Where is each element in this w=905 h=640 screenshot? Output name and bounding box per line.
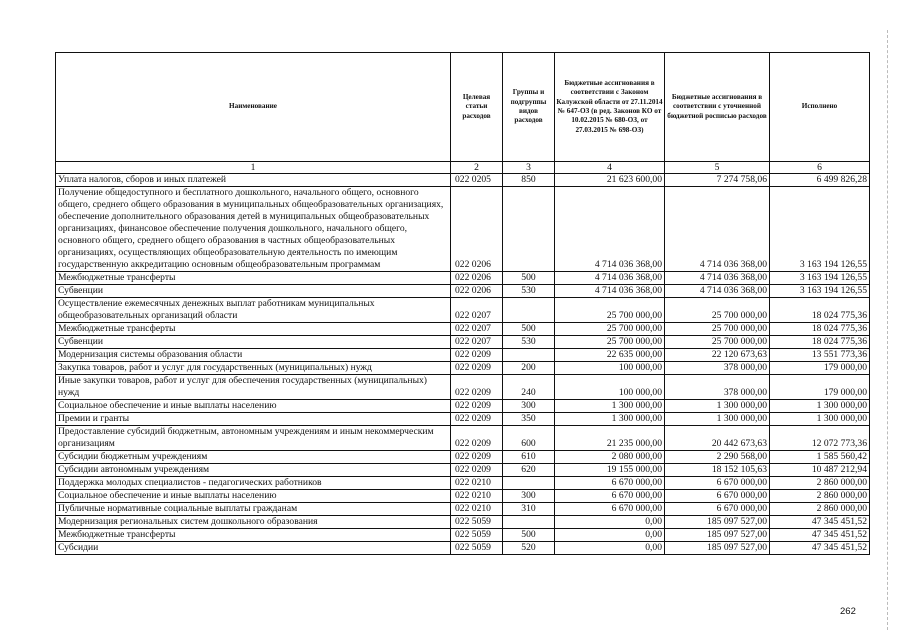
budget-law-value-cell: 6 670 000,00 (555, 503, 665, 516)
column-number: 3 (503, 162, 555, 174)
budget-law-value-cell: 0,00 (555, 542, 665, 555)
row-name-cell: Осуществление ежемесячных денежных выплат работникам муниципальных общеобразовательных организаций области (56, 298, 451, 323)
budget-refined-value-cell: 1 300 000,00 (665, 400, 770, 413)
expense-group-cell: 620 (503, 464, 555, 477)
budget-law-value-cell: 19 155 000,00 (555, 464, 665, 477)
header-name: Наименование (56, 53, 451, 162)
table-row (56, 362, 870, 375)
expense-group-cell: 520 (503, 542, 555, 555)
row-name-cell: Публичные нормативные социальные выплаты гражданам (56, 503, 451, 516)
executed-value-cell: 1 300 000,00 (770, 413, 870, 426)
table-row (56, 503, 870, 516)
target-article-cell: 022 0210 (451, 477, 503, 490)
budget-refined-value-cell: 1 300 000,00 (665, 413, 770, 426)
executed-value-cell: 3 163 194 126,55 (770, 272, 870, 285)
target-article-cell: 022 5059 (451, 542, 503, 555)
executed-value-cell: 1 300 000,00 (770, 400, 870, 413)
expense-group-cell (503, 349, 555, 362)
budget-law-value-cell: 1 300 000,00 (555, 400, 665, 413)
budget-law-value-cell: 25 700 000,00 (555, 323, 665, 336)
target-article-cell: 022 0209 (451, 426, 503, 451)
row-name-cell: Социальное обеспечение и иные выплаты населению (56, 400, 451, 413)
header-row (56, 53, 870, 162)
budget-refined-value-cell: 378 000,00 (665, 362, 770, 375)
row-name-cell: Межбюджетные трансферты (56, 272, 451, 285)
expense-group-cell: 350 (503, 413, 555, 426)
budget-refined-value-cell: 6 670 000,00 (665, 490, 770, 503)
row-name-cell: Предоставление субсидий бюджетным, автономным учреждениям и иным некоммерческим организациям (56, 426, 451, 451)
budget-law-value-cell: 100 000,00 (555, 362, 665, 375)
page-edge-line (887, 30, 888, 630)
expense-group-cell: 610 (503, 451, 555, 464)
row-name-cell: Модернизация региональных систем дошкольного образования (56, 516, 451, 529)
target-article-cell: 022 0209 (451, 413, 503, 426)
row-name-cell: Закупка товаров, работ и услуг для государственных (муниципальных) нужд (56, 362, 451, 375)
budget-refined-value-cell: 6 670 000,00 (665, 503, 770, 516)
budget-law-value-cell: 100 000,00 (555, 375, 665, 400)
column-number: 6 (770, 162, 870, 174)
column-number: 5 (665, 162, 770, 174)
budget-refined-value-cell: 4 714 036 368,00 (665, 285, 770, 298)
executed-value-cell: 2 860 000,00 (770, 490, 870, 503)
target-article-cell: 022 0207 (451, 298, 503, 323)
table-row (56, 272, 870, 285)
executed-value-cell: 47 345 451,52 (770, 529, 870, 542)
expense-group-cell: 500 (503, 529, 555, 542)
target-article-cell: 022 0209 (451, 464, 503, 477)
header-expense-group: Группы и подгруппы видов расходов (503, 53, 555, 162)
column-number: 2 (451, 162, 503, 174)
budget-refined-value-cell: 2 290 568,00 (665, 451, 770, 464)
budget-refined-value-cell: 378 000,00 (665, 375, 770, 400)
row-name-cell: Уплата налогов, сборов и иных платежей (56, 174, 451, 187)
executed-value-cell: 2 860 000,00 (770, 477, 870, 490)
budget-law-value-cell: 22 635 000,00 (555, 349, 665, 362)
target-article-cell: 022 0210 (451, 503, 503, 516)
target-article-cell: 022 0206 (451, 187, 503, 272)
target-article-cell: 022 0209 (451, 349, 503, 362)
row-name-cell: Межбюджетные трансферты (56, 323, 451, 336)
expense-group-cell: 530 (503, 285, 555, 298)
budget-refined-value-cell: 4 714 036 368,00 (665, 272, 770, 285)
budget-refined-value-cell: 4 714 036 368,00 (665, 187, 770, 272)
table-row (56, 413, 870, 426)
budget-refined-value-cell: 25 700 000,00 (665, 336, 770, 349)
budget-law-value-cell: 25 700 000,00 (555, 336, 665, 349)
row-name-cell: Субвенции (56, 285, 451, 298)
table-row (56, 375, 870, 400)
target-article-cell: 022 0207 (451, 336, 503, 349)
target-article-cell: 022 5059 (451, 529, 503, 542)
table-row (56, 451, 870, 464)
row-name-cell: Субсидии бюджетным учреждениям (56, 451, 451, 464)
header-target-article: Целевая статьи расходов (451, 53, 503, 162)
budget-refined-value-cell: 185 097 527,00 (665, 516, 770, 529)
budget-law-value-cell: 4 714 036 368,00 (555, 285, 665, 298)
expense-group-cell: 500 (503, 323, 555, 336)
header-budget-law: Бюджетные ассигнования в соответствии с Законом Калужской области от 27.11.2014 № 647-ОЗ (в ред. Законов КО от 10.02.2015 № 680-ОЗ, от 27.03.2015 № 698-ОЗ) (555, 53, 665, 162)
expense-group-cell: 850 (503, 174, 555, 187)
expense-group-cell: 300 (503, 400, 555, 413)
budget-law-value-cell: 21 235 000,00 (555, 426, 665, 451)
executed-value-cell: 1 585 560,42 (770, 451, 870, 464)
budget-law-value-cell: 0,00 (555, 516, 665, 529)
executed-value-cell: 18 024 775,36 (770, 336, 870, 349)
column-number: 4 (555, 162, 665, 174)
expense-group-cell: 500 (503, 272, 555, 285)
budget-law-value-cell: 21 623 600,00 (555, 174, 665, 187)
table-row (56, 298, 870, 323)
expense-group-cell: 240 (503, 375, 555, 400)
executed-value-cell: 18 024 775,36 (770, 323, 870, 336)
budget-refined-value-cell: 25 700 000,00 (665, 323, 770, 336)
executed-value-cell: 2 860 000,00 (770, 503, 870, 516)
executed-value-cell: 47 345 451,52 (770, 542, 870, 555)
budget-refined-value-cell: 185 097 527,00 (665, 529, 770, 542)
table-row (56, 174, 870, 187)
column-number: 1 (56, 162, 451, 174)
executed-value-cell: 13 551 773,36 (770, 349, 870, 362)
budget-refined-value-cell: 7 274 758,06 (665, 174, 770, 187)
row-name-cell: Премии и гранты (56, 413, 451, 426)
row-name-cell: Иные закупки товаров, работ и услуг для обеспечения государственных (муниципальных) нужд (56, 375, 451, 400)
row-name-cell: Субсидии автономным учреждениям (56, 464, 451, 477)
table-row (56, 542, 870, 555)
executed-value-cell: 47 345 451,52 (770, 516, 870, 529)
row-name-cell: Получение общедоступного и бесплатного дошкольного, начального общего, основного общего, среднего общего образования в муниципальных общеобразовательных организациях, обеспечение дополнительного образования детей в муниципальных общеобразовательных организациях, финансовое обеспечение получения дошкольного, начального общего, основного общего, среднего общего образования в частных общеобразовательных организациях, осуществляющих общеобразовательную деятельность по имеющим государственную аккредитацию основным общеобразовательным программам (56, 187, 451, 272)
table-row (56, 464, 870, 477)
budget-refined-value-cell: 22 120 673,63 (665, 349, 770, 362)
budget-law-value-cell: 6 670 000,00 (555, 477, 665, 490)
executed-value-cell: 179 000,00 (770, 362, 870, 375)
table-row (56, 477, 870, 490)
budget-law-value-cell: 1 300 000,00 (555, 413, 665, 426)
executed-value-cell: 6 499 826,28 (770, 174, 870, 187)
expense-group-cell: 310 (503, 503, 555, 516)
target-article-cell: 022 0210 (451, 490, 503, 503)
executed-value-cell: 12 072 773,36 (770, 426, 870, 451)
target-article-cell: 022 0206 (451, 272, 503, 285)
target-article-cell: 022 0205 (451, 174, 503, 187)
target-article-cell: 022 5059 (451, 516, 503, 529)
table-row (56, 187, 870, 272)
target-article-cell: 022 0209 (451, 400, 503, 413)
header-executed: Исполнено (770, 53, 870, 162)
table-row (56, 349, 870, 362)
expense-group-cell (503, 516, 555, 529)
executed-value-cell: 10 487 212,94 (770, 464, 870, 477)
column-number-row (56, 162, 870, 174)
target-article-cell: 022 0209 (451, 362, 503, 375)
table-row (56, 285, 870, 298)
budget-law-value-cell: 2 080 000,00 (555, 451, 665, 464)
target-article-cell: 022 0207 (451, 323, 503, 336)
executed-value-cell: 18 024 775,36 (770, 298, 870, 323)
expense-group-cell: 530 (503, 336, 555, 349)
table-row (56, 400, 870, 413)
row-name-cell: Социальное обеспечение и иные выплаты населению (56, 490, 451, 503)
expense-group-cell (503, 187, 555, 272)
budget-law-value-cell: 4 714 036 368,00 (555, 187, 665, 272)
executed-value-cell: 179 000,00 (770, 375, 870, 400)
table-row (56, 426, 870, 451)
header-budget-refined: Бюджетные ассигнования в соответствии с уточненной бюджетной росписью расходов (665, 53, 770, 162)
row-name-cell: Межбюджетные трансферты (56, 529, 451, 542)
executed-value-cell: 3 163 194 126,55 (770, 187, 870, 272)
target-article-cell: 022 0206 (451, 285, 503, 298)
expense-group-cell (503, 477, 555, 490)
budget-law-value-cell: 4 714 036 368,00 (555, 272, 665, 285)
table-row (56, 323, 870, 336)
budget-law-value-cell: 0,00 (555, 529, 665, 542)
row-name-cell: Поддержка молодых специалистов - педагогических работников (56, 477, 451, 490)
budget-refined-value-cell: 25 700 000,00 (665, 298, 770, 323)
table-row (56, 490, 870, 503)
row-name-cell: Субвенции (56, 336, 451, 349)
table-row (56, 516, 870, 529)
target-article-cell: 022 0209 (451, 375, 503, 400)
budget-refined-value-cell: 6 670 000,00 (665, 477, 770, 490)
row-name-cell: Модернизация системы образования области (56, 349, 451, 362)
table-row (56, 336, 870, 349)
row-name-cell: Субсидии (56, 542, 451, 555)
expense-group-cell (503, 298, 555, 323)
target-article-cell: 022 0209 (451, 451, 503, 464)
expense-group-cell: 300 (503, 490, 555, 503)
table-row (56, 529, 870, 542)
expense-group-cell: 200 (503, 362, 555, 375)
page-number: 262 (840, 606, 856, 617)
budget-refined-value-cell: 18 152 105,63 (665, 464, 770, 477)
budget-law-value-cell: 25 700 000,00 (555, 298, 665, 323)
budget-execution-table (55, 52, 870, 555)
budget-refined-value-cell: 185 097 527,00 (665, 542, 770, 555)
budget-law-value-cell: 6 670 000,00 (555, 490, 665, 503)
budget-refined-value-cell: 20 442 673,63 (665, 426, 770, 451)
expense-group-cell: 600 (503, 426, 555, 451)
executed-value-cell: 3 163 194 126,55 (770, 285, 870, 298)
